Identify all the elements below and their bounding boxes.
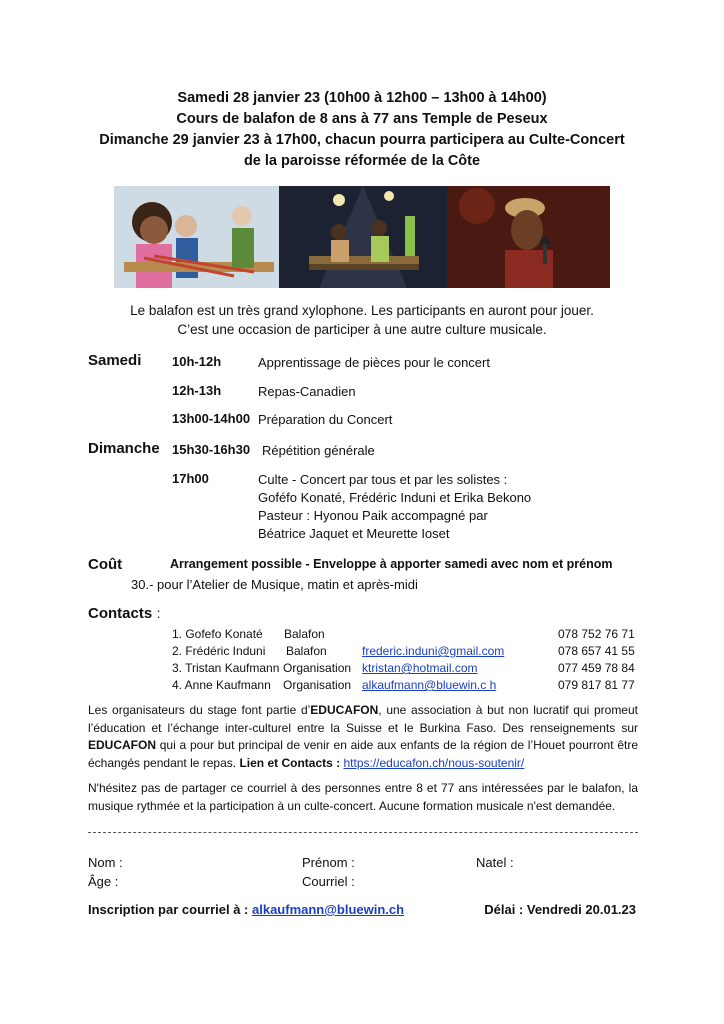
- inscription-label: Inscription par courriel à :: [88, 902, 249, 917]
- concert-details-line-2: Goféfo Konaté, Frédéric Induni et Erika Bekono: [258, 490, 532, 505]
- contact-name: 2. Frédéric Induni: [172, 644, 266, 658]
- event-title-line-3: Dimanche 29 janvier 23 à 17h00, chacun pourra participera au Culte-Concert: [99, 132, 625, 148]
- organizers-text: Les organisateurs du stage font partie d’: [88, 703, 311, 717]
- educafon-link[interactable]: https://educafon.ch/nous-soutenir/: [343, 755, 525, 770]
- inscription-email-link[interactable]: alkaufmann@bluewin.ch: [252, 902, 405, 917]
- org-name: EDUCAFON: [88, 738, 156, 752]
- separator-line: [88, 832, 638, 833]
- contact-phone: 078 657 41 55: [558, 644, 635, 658]
- saturday-label: Samedi: [88, 352, 142, 369]
- deadline: Délai : Vendredi 20.01.23: [484, 902, 636, 917]
- contact-phone: 077 459 78 84: [558, 661, 635, 675]
- singer-photo: [447, 186, 610, 288]
- intro-line-2: C’est une occasion de participer à une autre culture musicale.: [177, 322, 547, 337]
- balafon-concert-photo: [279, 186, 447, 288]
- schedule-time: 17h00: [172, 471, 209, 486]
- contact-role: Organisation: [283, 661, 352, 675]
- event-title-line-2: Cours de balafon de 8 ans à 77 ans Temple de Peseux: [176, 111, 548, 127]
- contact-email-link[interactable]: frederic.induni@gmail.com: [362, 644, 505, 658]
- children-xylophone-photo: [114, 186, 279, 288]
- contact-role: Balafon: [284, 627, 325, 641]
- contact-role: Organisation: [283, 678, 352, 692]
- share-paragraph: N'hésitez pas de partager ce courriel à des personnes entre 8 et 77 ans intéressées par le balafon, la musique rythmée et la participation à un culte-concert. Aucune formation musicale n'est demandée.: [88, 781, 638, 813]
- schedule-time: 12h-13h: [172, 383, 222, 398]
- cost-label: Coût: [88, 556, 123, 573]
- concert-details-line-3: Pasteur : Hyonou Paik accompagné par: [258, 508, 488, 523]
- contacts-heading: [88, 605, 161, 623]
- contact-name: 1. Gofefo Konaté: [172, 627, 263, 641]
- concert-details-line-4: Béatrice Jaquet et Meurette Ioset: [258, 526, 450, 541]
- intro-line-1: Le balafon est un très grand xylophone. Les participants en auront pour jouer.: [130, 303, 594, 318]
- contacts-colon: :: [156, 605, 161, 621]
- contact-email-link[interactable]: ktristan@hotmail.com: [362, 661, 478, 675]
- inscription-line: [88, 902, 404, 917]
- cost-price: 30.- pour l’Atelier de Musique, matin et après-midi: [131, 577, 418, 592]
- schedule-time: 10h-12h: [172, 354, 222, 369]
- schedule-time: 15h30-16h30: [172, 442, 251, 457]
- photo-strip: [114, 186, 610, 288]
- form-label-age: Âge :: [88, 874, 119, 889]
- form-label-courriel: Courriel :: [302, 874, 355, 889]
- organizers-text: qui a pour but principal de venir en aide aux enfants de la région de l’Houet pourront être échangés pendant le repas.: [88, 738, 638, 770]
- links-label: Lien et Contacts :: [239, 755, 341, 770]
- sunday-label: Dimanche: [88, 440, 160, 457]
- contact-phone: 079 817 81 77: [558, 678, 635, 692]
- schedule-activity: Repas-Canadien: [258, 384, 356, 399]
- organizers-paragraph: [88, 702, 638, 772]
- schedule-activity: Apprentissage de pièces pour le concert: [258, 355, 490, 370]
- contact-name: 3. Tristan Kaufmann: [172, 661, 280, 675]
- form-label-prenom: Prénom :: [302, 855, 355, 870]
- form-label-nom: Nom :: [88, 855, 123, 870]
- event-title-line-1: Samedi 28 janvier 23 (10h00 à 12h00 – 13h00 à 14h00): [177, 90, 547, 106]
- contacts-label: Contacts: [88, 605, 153, 622]
- org-name: EDUCAFON: [310, 703, 379, 717]
- contact-role: Balafon: [286, 644, 327, 658]
- contact-name: 4. Anne Kaufmann: [172, 678, 271, 692]
- schedule-activity: Répétition générale: [262, 443, 375, 458]
- form-label-natel: Natel :: [476, 855, 514, 870]
- concert-details-line-1: Culte - Concert par tous et par les solistes :: [258, 472, 508, 487]
- contact-phone: 078 752 76 71: [558, 627, 635, 641]
- cost-arrangement: Arrangement possible - Enveloppe à apporter samedi avec nom et prénom: [170, 557, 613, 571]
- event-title-line-4: de la paroisse réformée de la Côte: [243, 153, 481, 169]
- contact-email-link[interactable]: alkaufmann@bluewin.c h: [362, 678, 497, 692]
- schedule-time: 13h00-14h00: [172, 411, 251, 426]
- schedule-activity: Préparation du Concert: [258, 412, 393, 427]
- organizers-text: , une association à but non lucratif qui promeut l’éducation et l’échange inter-culturel entre la Suisse et le Burkina Faso. Des renseignements sur: [88, 703, 638, 735]
